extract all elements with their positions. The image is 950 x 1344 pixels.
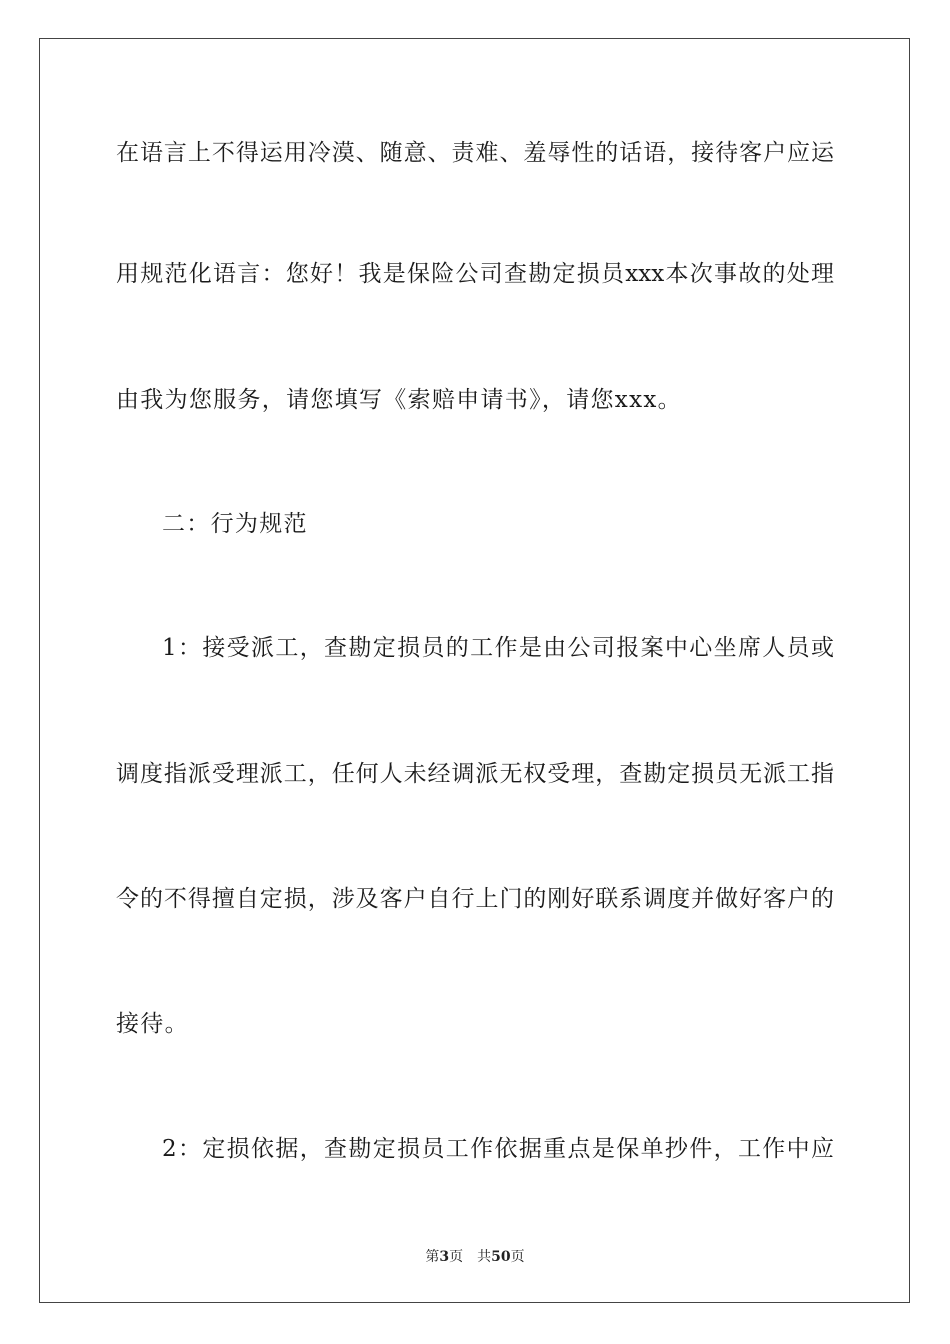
footer-total-prefix: 共 [477,1249,492,1265]
body-text-line-8: 接待。 [116,1011,189,1037]
section-heading: 二：行为规范 [162,511,308,537]
footer-total-suffix: 页 [510,1249,525,1265]
body-text-line-1: 在语言上不得运用冷漠、随意、责难、羞辱性的话语，接待客户应运 [116,140,834,166]
footer-page-suffix: 页 [449,1249,464,1265]
footer-prefix: 第 [425,1249,440,1265]
body-text-line-9: 2：定损依据，查勘定损员工作依据重点是保单抄件，工作中应 [162,1136,834,1162]
body-text-line-7: 令的不得擅自定损，涉及客户自行上门的刚好联系调度并做好客户的 [116,886,834,912]
body-text-line-2: 用规范化语言：您好！我是保险公司查勘定损员xxx本次事故的处理 [116,261,834,287]
body-text-line-3: 由我为您服务，请您填写《索赔申请书》，请您xxx。 [116,387,682,413]
footer-page-number: 3 [439,1249,450,1265]
page-footer [0,1248,950,1266]
body-text-line-5: 1：接受派工，查勘定损员的工作是由公司报案中心坐席人员或 [162,635,834,661]
footer-total-pages: 50 [491,1249,511,1265]
body-text-line-6: 调度指派受理派工，任何人未经调派无权受理，查勘定损员无派工指 [116,761,834,787]
page-border [39,38,910,1303]
